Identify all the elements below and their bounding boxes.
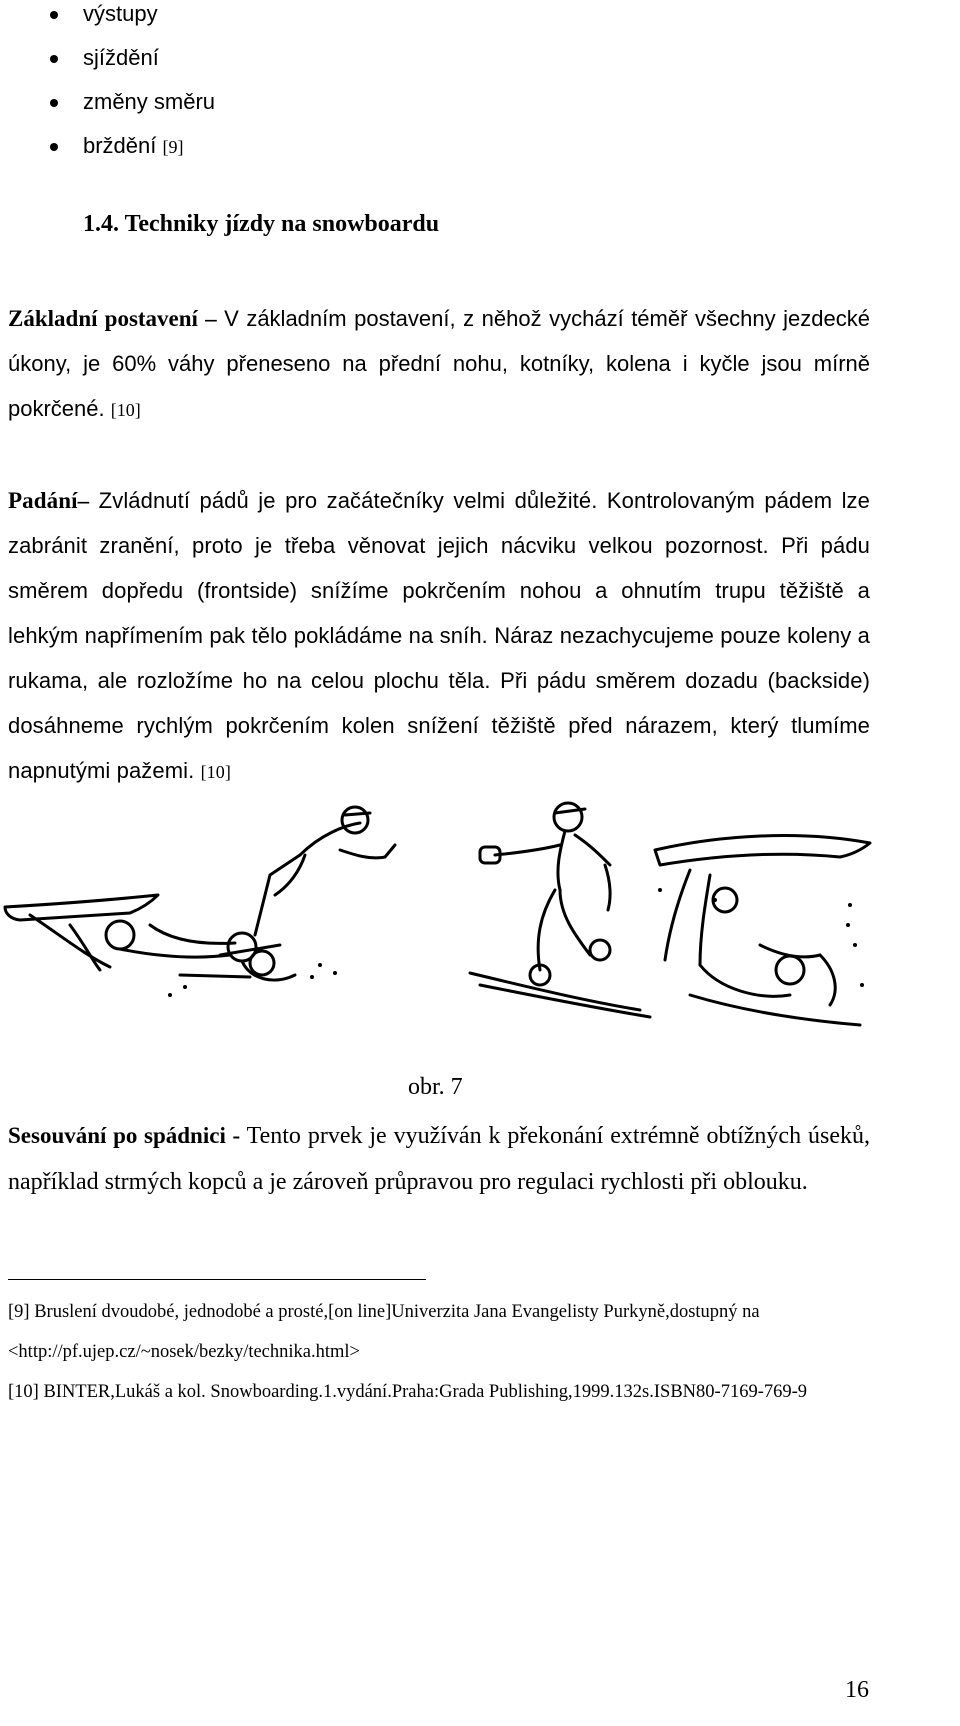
paragraph-body: Tento prvek je využíván k překonání extrémně obtížných úseků, například strmých kopců a je zároveň průpravou pro regulaci rychlosti při oblouku. [8,1123,870,1195]
paragraph-side-slip [8,1113,870,1205]
paragraph-basic-stance [8,296,870,433]
paragraph-lead: Padání– [8,488,90,513]
footnote-divider [8,1279,426,1280]
list-item [50,132,215,176]
list-item-text: brždění [83,133,157,158]
figure-backside-fall [655,836,870,1025]
paragraph-body: V základním postavení, z něhož vychází téměř všechny jezdecké úkony, je 60% váhy přeneseno na přední nohu, kotníky, kolena i kyčle jsou mírně pokrčené. [8,306,871,421]
paragraph-falling [8,478,870,795]
list-item-text: výstupy [83,1,158,26]
list-item-text: sjíždění [83,45,159,70]
page-number: 16 [845,1677,869,1703]
citation-ref: [10] [110,400,141,420]
list-item [50,88,215,132]
figure-frontside-fall [5,807,395,980]
falling-illustration [0,795,880,1045]
section-heading: 1.4. Techniky jízdy na snowboardu [83,211,440,237]
list-item-text: změny směru [83,89,216,114]
figure-caption: obr. 7 [408,1074,463,1100]
footnote: [10] BINTER,Lukáš a kol. Snowboarding.1.vydání.Praha:Grada Publishing,1999.132s.ISBN80-7169-769-9 [8,1382,808,1402]
figure-standing-rider [470,803,650,1017]
paragraph-lead: Sesouvání po spádnici - [8,1123,241,1148]
paragraph-lead: Základní postavení – [8,306,217,331]
paragraph-body: Zvládnutí pádů je pro začátečníky velmi důležité. Kontrolovaným pádem lze zabránit zranění, proto je třeba věnovat jejich nácviku velkou pozornost. Při pádu směrem dopředu (frontside) snížíme pokrčením nohou a ohnutím trupu těžiště a lehkým napřímením pak tělo pokládáme na sníh. Náraz nezachycujeme pouze koleny a rukama, ale rozložíme ho na celou plochu těla. Při pádu směrem dozadu (backside) dosáhneme rychlým pokrčením kolen snížení těžiště před nárazem, který tlumíme napnutými pažemi. [8,488,870,783]
citation-ref: [9] [162,137,184,157]
list-item [50,44,215,88]
footnote: [9] Bruslení dvoudobé, jednodobé a prosté,[on line]Univerzita Jana Evangelisty Purkyně,dostupný na <http://pf.ujep.cz/~nosek/bezky/technika.html> [8,1302,760,1362]
citation-ref: [10] [200,762,231,782]
list-item [50,0,215,44]
bullet-list [50,0,215,176]
